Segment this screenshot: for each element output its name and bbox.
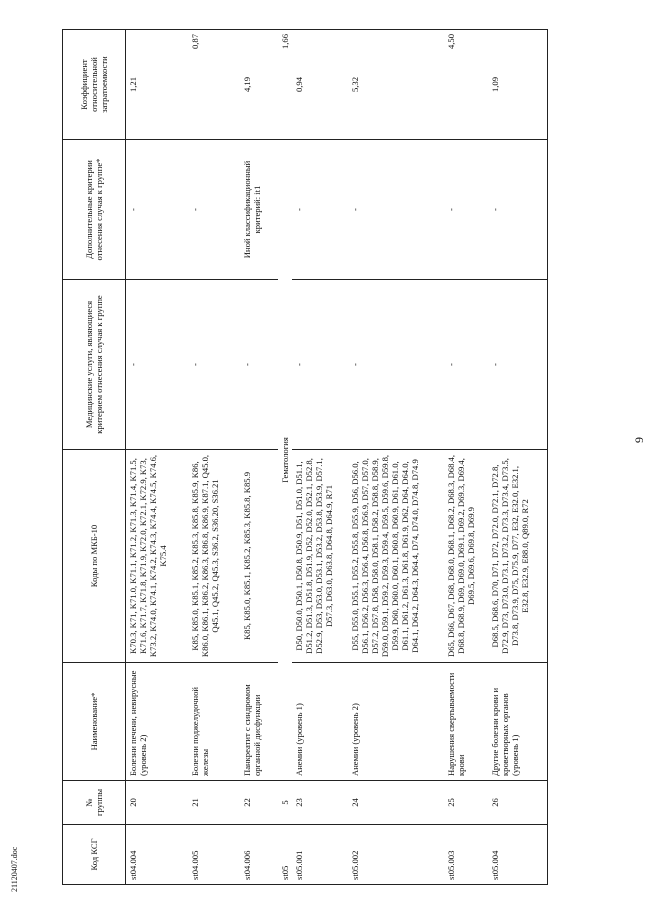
cell-code: st05.003 — [444, 825, 488, 885]
cell-code: st05.001 — [292, 825, 348, 885]
cell-num: 26 — [488, 781, 548, 825]
cell-name: Анемии (уровень 2) — [348, 663, 444, 781]
header-code: Код КСГ — [63, 825, 126, 885]
cell-icd: K85, K85.0, K85.1, K85.2, K85.3, K85.8, K85.9, K86, K86.0, K86.1, K86.2, K86.3, K86.8, K86.9, K87.1, Q45.0, Q45.1, Q45.2, Q45.3, S36.2, S36.20, S36.21 — [188, 450, 240, 663]
cell-extra: - — [348, 140, 444, 280]
cell-num: 5 — [278, 781, 292, 825]
cell-extra: - — [488, 140, 548, 280]
cell-services: - — [488, 280, 548, 450]
cell-code: st04.004 — [126, 825, 188, 885]
cell-icd: D55, D55.0, D55.1, D55.2, D55.8, D55.9, D56, D56.0, D56.1, D56.2, D56.3, D56.4, D56.8, D56.9, D57, D57.0, D57.2, D57.8, D58, D58.0, D58.1, D58.2, D58.8, D58.9, D59.0, D59.1, D59.2, D59.3, D59.4, D59.5, D59.6, D59.8, D59.9, D60, D60.0, D60.1, D60.8, D60.9, D61, D61.0, D61.1, D61.2, D61.3, D61.8, D61.9, D62, D64, D64.0, D64.1, D64.2, D64.3, D64.4, D74, D74.0, D74.8, D74.9 — [348, 450, 444, 663]
table-row — [278, 30, 292, 885]
table-row — [240, 30, 278, 885]
cell-num: 24 — [348, 781, 444, 825]
cell-num: 21 — [188, 781, 240, 825]
cell-icd: K70.3, K71, K71.0, K71.1, K71.2, K71.3, K71.4, K71.5, K71.6, K71.7, K71.8, K71.9, K72.0, K72.1, K72.9, K73, K73.2, K74.0, K74.1, K74.2, K74.3, K74.4, K74.5, K74.6, K75.4 — [126, 450, 188, 663]
cell-name: Другие болезни крови и кроветворных органов (уровень 1) — [488, 663, 548, 781]
cell-extra: - — [188, 140, 240, 280]
header-num: № группы — [63, 781, 126, 825]
cell-code: st05.004 — [488, 825, 548, 885]
cell-icd: D50, D50.0, D50.1, D50.8, D50.9, D51, D51.0, D51.1, D51.2, D51.3, D51.8, D51.9, D52, D52.0, D52.1, D52.8, D52.9, D53, D53.0, D53.1, D53.2, D53.8, D53.9, D57.1, D57.3, D63.0, D63.8, D64.8, D64.9, R71 — [292, 450, 348, 663]
cell-coef: 5,32 — [348, 30, 444, 140]
cell-coef: 1,09 — [488, 30, 548, 140]
cell-coef: 4,19 — [240, 30, 278, 140]
cell-num: 20 — [126, 781, 188, 825]
cell-icd: K85, K85.0, K85.1, K85.2, K85.3, K85.8, K85.9 — [240, 450, 278, 663]
cell-code: st05 — [278, 825, 292, 885]
cell-services: - — [240, 280, 278, 450]
cell-code: st04.005 — [188, 825, 240, 885]
header-icd: Коды по МКБ-10 — [63, 450, 126, 663]
cell-icd: D65, D66, D67, D68, D68.0, D68.1, D68.2, D68.3, D68.4, D68.8, D68.9, D69, D69.0, D69.1, D69.2, D69.3, D69.4, D69.5, D69.6, D69.8, D69.9 — [444, 450, 488, 663]
cell-services: - — [444, 280, 488, 450]
section-title: Гематология — [278, 140, 292, 781]
cell-num: 22 — [240, 781, 278, 825]
table-row — [292, 30, 348, 885]
table-row — [444, 30, 488, 885]
cell-extra: - — [292, 140, 348, 280]
cell-icd: D68.5, D68.6, D70, D71, D72, D72.0, D72.1, D72.8, D72.9, D73, D73.0, D73.1, D73.2, D73.3, D73.4, D73.5, D73.8, D73.9, D75, D75.9, D77, E32, E32.0, E32.1, E32.8, E32.9, E88.0, Q89.0, R72 — [488, 450, 548, 663]
cell-extra: Иной классификационный критерий: it1 — [240, 140, 278, 280]
ksg-table — [62, 29, 548, 885]
cell-num: 23 — [292, 781, 348, 825]
cell-services: - — [292, 280, 348, 450]
cell-coef: 1,21 — [126, 30, 188, 140]
header-extra: Дополнительные критерии отнесения случая к группе* — [63, 140, 126, 280]
cell-name: Нарушения свертываемости крови — [444, 663, 488, 781]
table-row — [188, 30, 240, 885]
cell-name: Болезни печени, невирусные (уровень 2) — [126, 663, 188, 781]
cell-name: Болезни поджелудочной железы — [188, 663, 240, 781]
table-row — [348, 30, 444, 885]
header-name: Наименование* — [63, 663, 126, 781]
table-header — [63, 30, 126, 885]
cell-extra: - — [126, 140, 188, 280]
cell-extra: - — [444, 140, 488, 280]
cell-services: - — [348, 280, 444, 450]
header-services: Медицинские услуги, являющиеся критерием отнесения случая к группе — [63, 280, 126, 450]
cell-services: - — [188, 280, 240, 450]
cell-coef: 0,94 — [292, 30, 348, 140]
table-row — [126, 30, 188, 885]
rotated-table-sheet — [62, 30, 602, 885]
cell-services: - — [126, 280, 188, 450]
page-number: 9 — [632, 437, 646, 443]
cell-coef: 0,87 — [188, 30, 240, 140]
header-coef: Коэффициент относительной затратоемкости — [63, 30, 126, 140]
cell-coef: 1,66 — [278, 30, 292, 140]
table-row — [488, 30, 548, 885]
footer-filename: 21120407.doc — [10, 846, 19, 892]
cell-num: 25 — [444, 781, 488, 825]
cell-name: Анемии (уровень 1) — [292, 663, 348, 781]
cell-coef: 4,50 — [444, 30, 488, 140]
cell-code: st04.006 — [240, 825, 278, 885]
cell-name: Панкреатит с синдромом органной дисфункции — [240, 663, 278, 781]
cell-code: st05.002 — [348, 825, 444, 885]
